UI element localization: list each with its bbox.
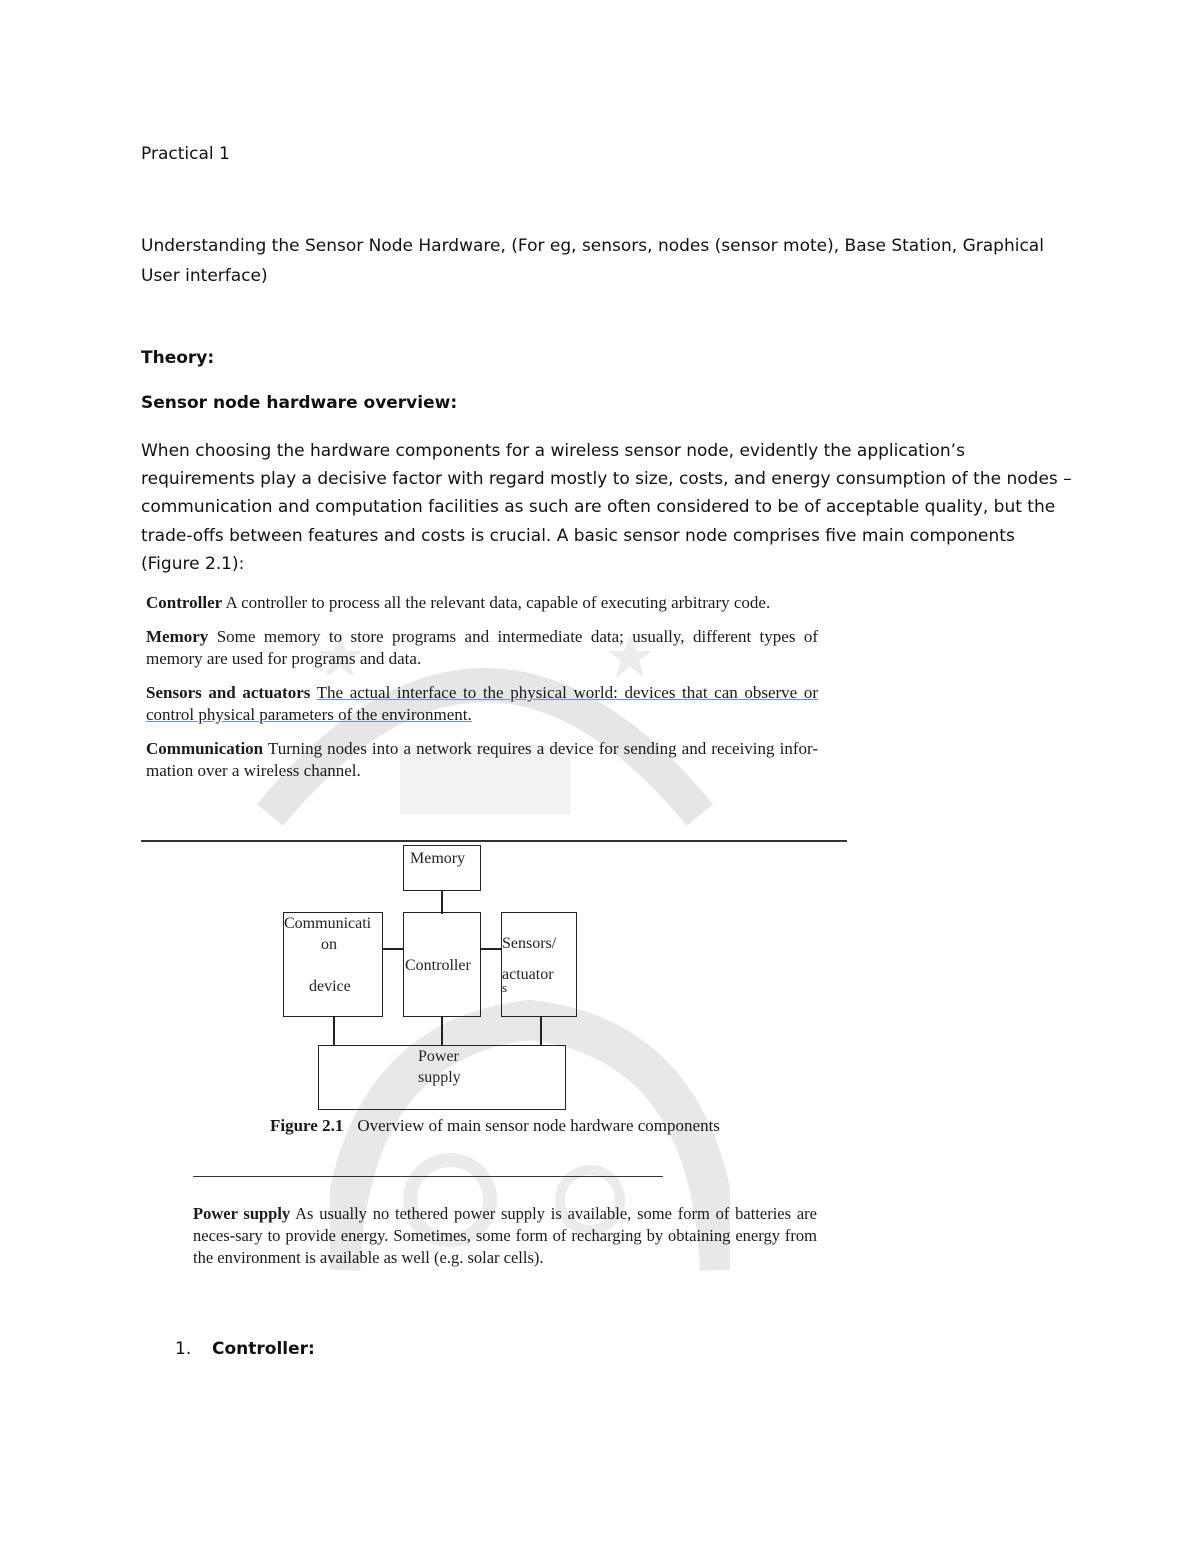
definitions-block [146, 592, 818, 794]
definition-text: The actual interface to the physical world: devices that can observe or control physical parameters of the environment. [146, 683, 819, 724]
communication-label-line3: device [309, 978, 351, 995]
list-item-controller [175, 1339, 315, 1359]
divider-top [141, 840, 847, 842]
definition-text: Turning nodes into a network requires a device for sending and receiving infor-mation over a wireless channel. [146, 739, 818, 780]
memory-label: Memory [410, 850, 466, 867]
definition-term: Controller [146, 593, 223, 612]
theory-paragraph: When choosing the hardware components for a wireless sensor node, evidently the application’s requirements play a decisive factor with regard mostly to size, costs, and energy consumption of the nodes – communication and computation facilities as such are often considered to be of acceptable quality, but the trade-offs between features and costs is crucial. A basic sensor node comprises five main components (Figure 2.1): [141, 441, 1072, 574]
sensors-label-line1: Sensors/ [502, 935, 557, 952]
definition-text: A controller to process all the relevant data, capable of executing arbitrary code. [225, 593, 771, 612]
definition-text: Some memory to store programs and intermediate data; usually, different types of memory are used for programs and data. [146, 627, 819, 668]
practical-subtitle: Understanding the Sensor Node Hardware, (For eg, sensors, nodes (sensor mote), Base Station, Graphical User interface) [141, 236, 1044, 286]
figure-caption-label: Figure 2.1 [270, 1116, 344, 1135]
divider-middle [193, 1176, 663, 1177]
controller-label: Controller [405, 957, 471, 974]
communication-label-line1: Communicati [284, 915, 372, 932]
overview-heading: Sensor node hardware overview: [141, 393, 458, 413]
definition-term: Memory [146, 627, 209, 646]
connector-controller-sensors [480, 948, 502, 950]
definition-term: Communication [146, 739, 264, 758]
sensors-label-line2: actuator [502, 966, 554, 983]
figure-caption [270, 1116, 720, 1136]
list-number: 1. [175, 1339, 192, 1359]
definition-controller [146, 592, 818, 614]
practical-title: Practical 1 [141, 144, 230, 164]
connector-comm-controller [382, 948, 404, 950]
definition-communication [146, 738, 818, 782]
theory-heading: Theory: [141, 348, 215, 368]
power-supply-paragraph [193, 1203, 817, 1269]
power-supply-text: As usually no tethered power supply is available, some form of batteries are neces-sary to provide energy. Sometimes, some form of recharging by obtaining energy from the environment is available as well (e.g. solar cells). [193, 1204, 817, 1267]
definition-sensors [146, 682, 818, 726]
definition-memory [146, 626, 818, 670]
power-label-line2: supply [418, 1069, 461, 1086]
definition-term: Sensors and actuators [146, 683, 311, 702]
figure-caption-text: Overview of main sensor node hardware components [357, 1116, 720, 1135]
communication-label-line2: on [321, 936, 337, 953]
sensors-label-line3: s [502, 980, 508, 995]
power-label-line1: Power [418, 1048, 459, 1065]
connector-memory-controller [441, 890, 443, 914]
memory-box [403, 845, 481, 891]
power-supply-term: Power supply [193, 1204, 291, 1223]
list-label: Controller: [212, 1339, 315, 1359]
